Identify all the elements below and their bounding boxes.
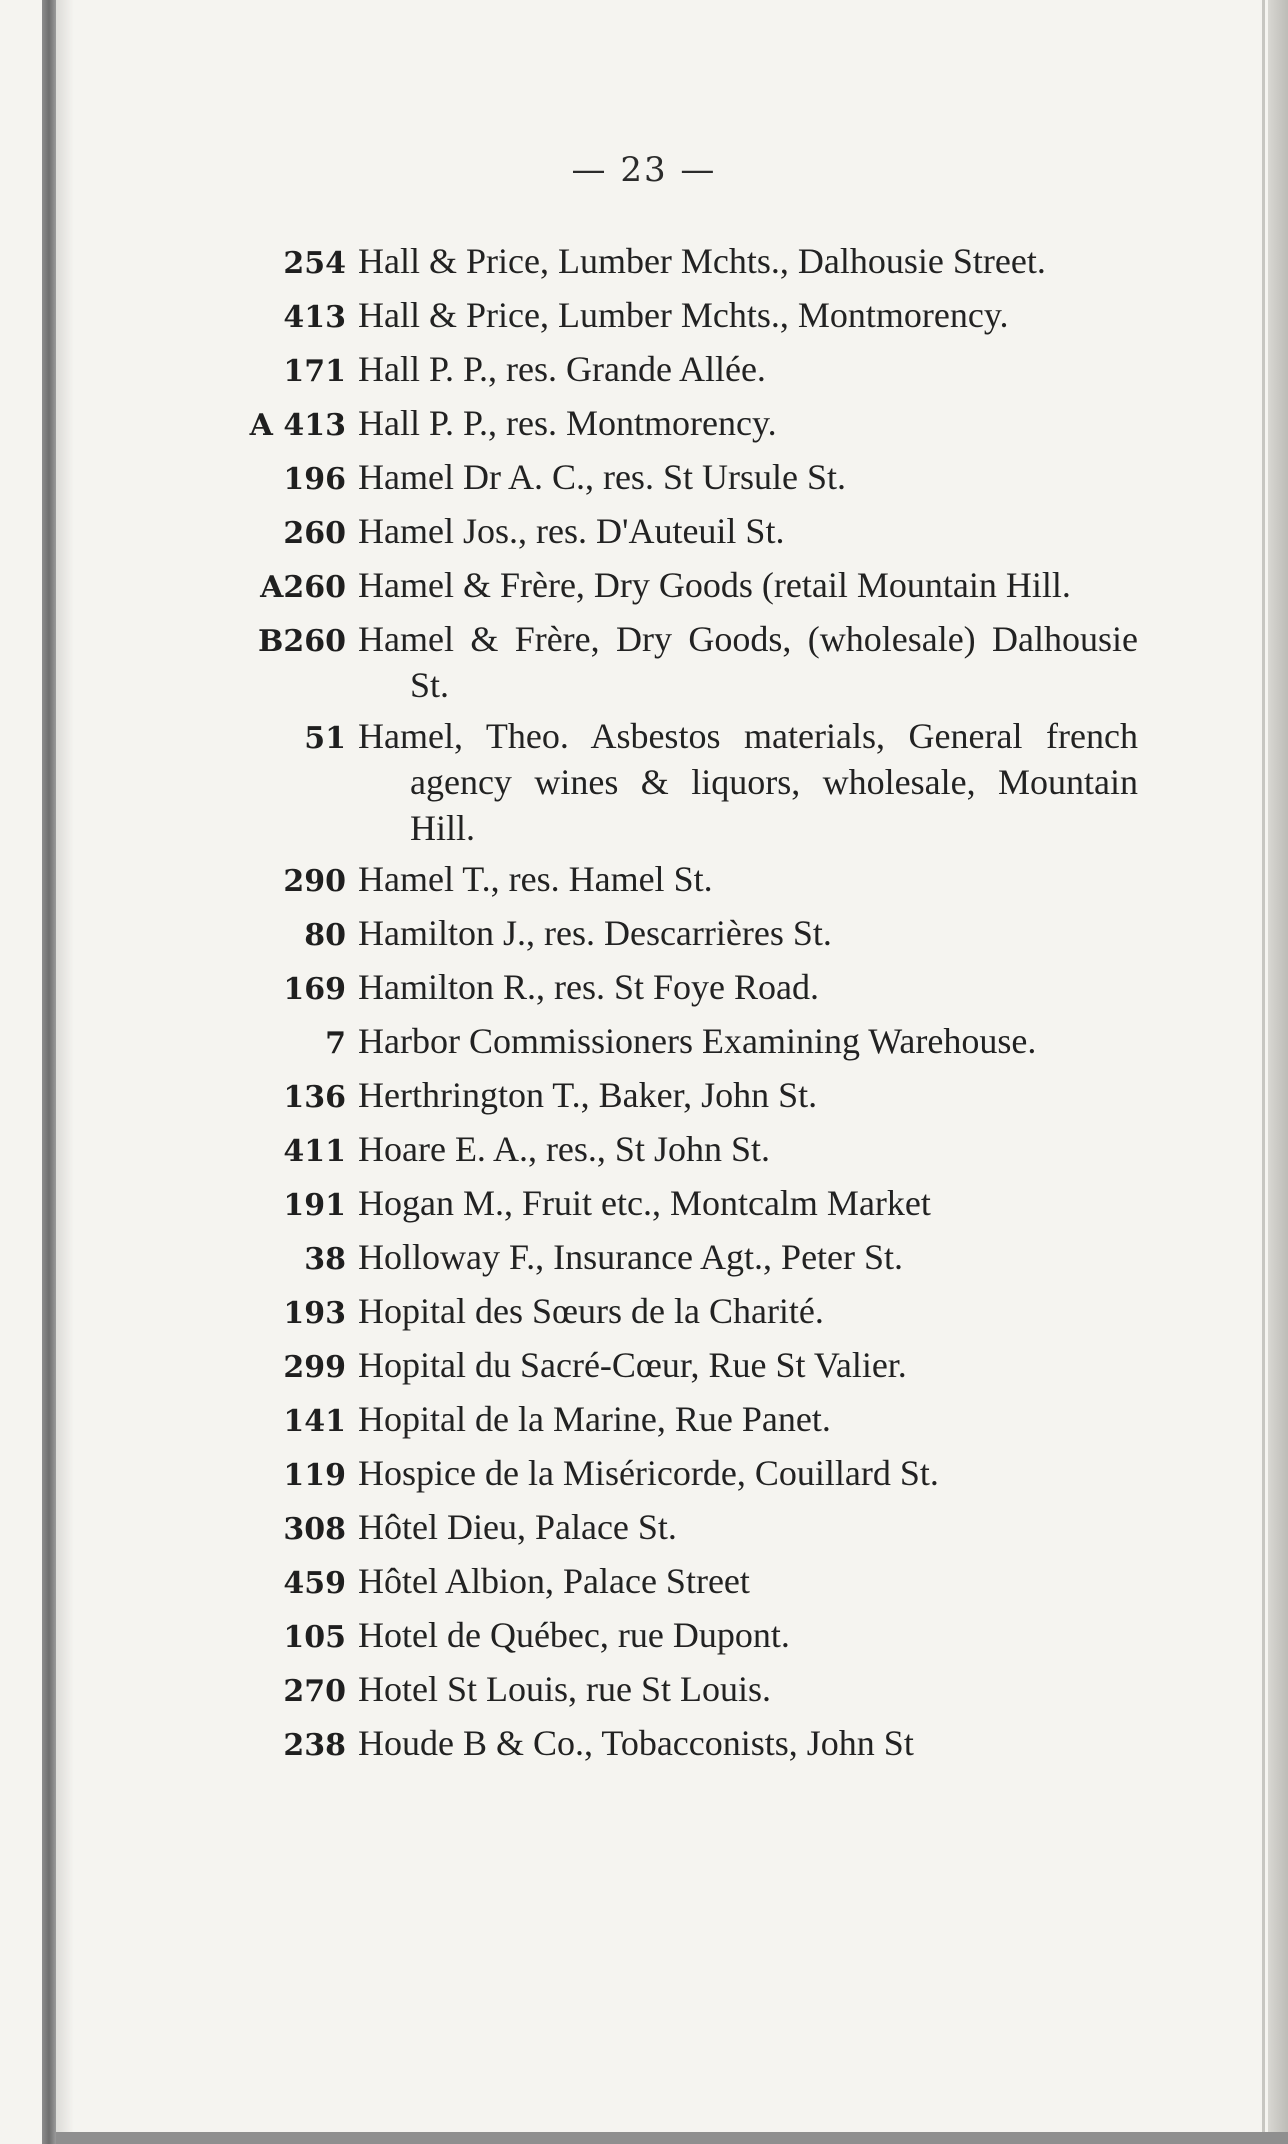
directory-entry: [0, 400, 1288, 449]
entry-number: 7: [325, 1026, 346, 1061]
entry-number: 191: [283, 1188, 346, 1223]
entry-number: 51: [304, 721, 346, 756]
entry-text: Hotel St Louis, rue St Louis.: [358, 1669, 771, 1709]
directory-entry: [0, 1072, 1288, 1121]
directory-entry: [0, 346, 1288, 395]
directory-entry: [0, 562, 1288, 611]
page-number: — 23 —: [571, 150, 717, 190]
entry-number: 238: [283, 1728, 346, 1763]
entry-number: 193: [283, 1296, 346, 1331]
entry-number: 38: [304, 1242, 346, 1277]
directory-entry: [0, 1720, 1288, 1769]
entry-text: Hotel de Québec, rue Dupont.: [358, 1615, 790, 1655]
entry-text: Harbor Commissioners Examining Warehouse.: [358, 1021, 1037, 1061]
directory-entry: [0, 1504, 1288, 1553]
entry-text: Hamel, Theo. Asbestos materials, General french agency wines & liquors, wholesale, Mountain Hill.: [358, 716, 1138, 848]
entry-text: Hall P. P., res. Montmorency.: [358, 403, 777, 443]
entry-number: 308: [283, 1512, 346, 1547]
entry-number: B260: [258, 624, 346, 659]
entry-text: Hogan M., Fruit etc., Montcalm Market: [358, 1183, 931, 1223]
directory-entry: [0, 856, 1288, 905]
entry-text: Hamel T., res. Hamel St.: [358, 859, 713, 899]
directory-entry: [0, 1234, 1288, 1283]
directory-entry: [0, 1180, 1288, 1229]
entry-text: Hall & Price, Lumber Mchts., Montmorency.: [358, 295, 1009, 335]
directory-entry: [0, 713, 1288, 851]
entry-number: 105: [283, 1620, 346, 1655]
entry-text: Herthrington T., Baker, John St.: [358, 1075, 818, 1115]
entry-number: 171: [283, 354, 346, 389]
directory-entry: [0, 910, 1288, 959]
entry-number: 119: [283, 1458, 346, 1493]
directory-entry: [0, 1558, 1288, 1607]
entry-text: Hall P. P., res. Grande Allée.: [358, 349, 766, 389]
entry-text: Holloway F., Insurance Agt., Peter St.: [358, 1237, 904, 1277]
directory-list: [0, 238, 1288, 1774]
entry-text: Hopital des Sœurs de la Charité.: [358, 1291, 824, 1331]
entry-text: Hamilton J., res. Descarrières St.: [358, 913, 832, 953]
directory-entry: [0, 1018, 1288, 1067]
entry-text: Hamel & Frère, Dry Goods (retail Mountain Hill.: [358, 565, 1071, 605]
entry-number: 136: [283, 1080, 346, 1115]
entry-text: Hopital de la Marine, Rue Panet.: [358, 1399, 831, 1439]
directory-entry: [0, 964, 1288, 1013]
directory-entry: [0, 238, 1288, 287]
directory-entry: [0, 1288, 1288, 1337]
entry-text: Hôtel Dieu, Palace St.: [358, 1507, 677, 1547]
directory-entry: [0, 1126, 1288, 1175]
entry-text: Hall & Price, Lumber Mchts., Dalhousie Street.: [358, 241, 1046, 281]
entry-number: A 413: [249, 408, 346, 443]
directory-entry: [0, 1612, 1288, 1661]
entry-number: A260: [260, 570, 346, 605]
directory-entry: [0, 1450, 1288, 1499]
entry-text: Hamel Dr A. C., res. St Ursule St.: [358, 457, 846, 497]
entry-text: Hamel Jos., res. D'Auteuil St.: [358, 511, 785, 551]
entry-number: 141: [283, 1404, 346, 1439]
entry-text: Hoare E. A., res., St John St.: [358, 1129, 770, 1169]
directory-entry: [0, 1396, 1288, 1445]
directory-entry: [0, 292, 1288, 341]
entry-number: 260: [283, 516, 346, 551]
entry-number: 270: [283, 1674, 346, 1709]
entry-text: Hospice de la Miséricorde, Couillard St.: [358, 1453, 939, 1493]
entry-number: 413: [283, 300, 346, 335]
entry-number: 80: [304, 918, 346, 953]
page-bottom-edge: [56, 2132, 1288, 2144]
entry-text: Hôtel Albion, Palace Street: [358, 1561, 750, 1601]
entry-number: 196: [283, 462, 346, 497]
entry-number: 169: [283, 972, 346, 1007]
entry-number: 299: [283, 1350, 346, 1385]
entry-number: 290: [283, 864, 346, 899]
directory-entry: [0, 508, 1288, 557]
entry-number: 254: [283, 246, 346, 281]
directory-entry: [0, 616, 1288, 708]
entry-number: 411: [283, 1134, 346, 1169]
entry-text: Houde B & Co., Tobacconists, John St: [358, 1723, 914, 1763]
entry-text: Hamilton R., res. St Foye Road.: [358, 967, 819, 1007]
entry-number: 459: [283, 1566, 346, 1601]
directory-entry: [0, 1666, 1288, 1715]
directory-entry: [0, 1342, 1288, 1391]
entry-text: Hamel & Frère, Dry Goods, (wholesale) Dalhousie St.: [358, 619, 1138, 705]
entry-text: Hopital du Sacré-Cœur, Rue St Valier.: [358, 1345, 907, 1385]
directory-entry: [0, 454, 1288, 503]
